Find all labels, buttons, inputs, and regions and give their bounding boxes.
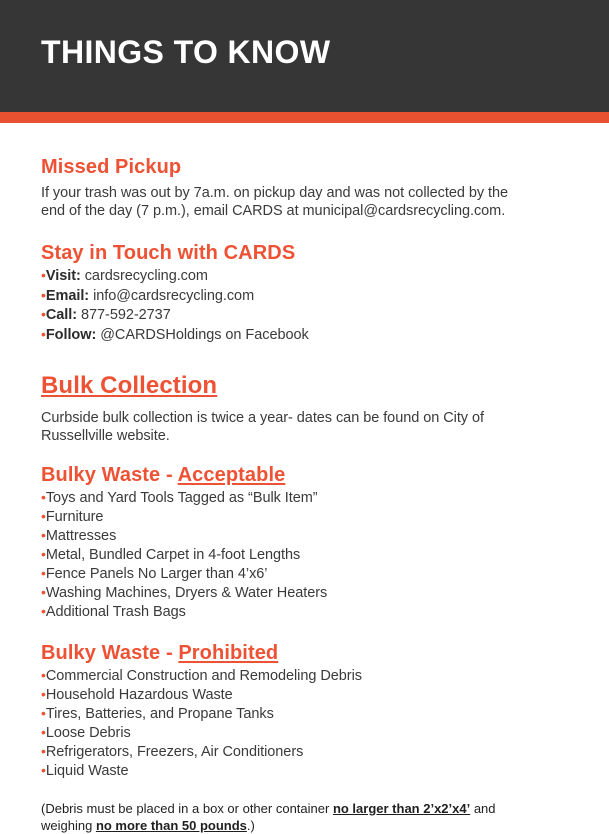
heading-emphasis: Prohibited <box>178 642 279 664</box>
list-item-label: Commercial Construction and Remodeling Debris <box>45 668 362 684</box>
heading-missed-pickup: Missed Pickup <box>41 156 182 178</box>
bullet-dot-icon: • <box>41 306 46 322</box>
list-item-label: Fence Panels No Larger than 4’x6’ <box>45 566 268 582</box>
contact-value: @CARDSHoldings on Facebook <box>100 326 309 343</box>
bullet-dot-icon: • <box>41 686 46 702</box>
contact-label: Call: <box>45 307 78 323</box>
section-stay-in-touch <box>41 220 521 344</box>
list-item <box>41 266 521 286</box>
heading-prefix: Bulky Waste - <box>41 464 178 486</box>
contact-label: Visit: <box>45 268 81 284</box>
heading-stay-in-touch: Stay in Touch with CARDS <box>41 242 296 264</box>
list-item <box>41 564 521 583</box>
page-content <box>0 123 609 834</box>
list-item <box>41 286 521 306</box>
bullet-dot-icon: • <box>41 667 46 683</box>
list-item <box>41 685 521 704</box>
bullet-dot-icon: • <box>41 603 46 619</box>
list-item-label: Tires, Batteries, and Propane Tanks <box>45 706 274 722</box>
list-item <box>41 704 521 723</box>
heading-bulky-acceptable <box>41 463 521 488</box>
bullet-dot-icon: • <box>41 705 46 721</box>
bullet-dot-icon: • <box>41 267 46 283</box>
list-bulky-prohibited <box>41 666 521 780</box>
bullet-dot-icon: • <box>41 546 46 562</box>
bullet-dot-icon: • <box>41 584 46 600</box>
contact-label: Follow: <box>45 326 97 343</box>
list-item <box>41 583 521 602</box>
list-item <box>41 325 521 345</box>
list-item <box>41 742 521 761</box>
page-title: THINGS TO KNOW <box>41 34 331 70</box>
list-item-label: Loose Debris <box>45 725 131 741</box>
heading-emphasis: Acceptable <box>177 464 286 486</box>
contact-value: info@cardsrecycling.com <box>93 287 255 304</box>
bullet-dot-icon: • <box>41 286 46 303</box>
list-item <box>41 507 521 526</box>
bullet-dot-icon: • <box>41 762 46 778</box>
text-debris-note <box>41 800 526 834</box>
section-bulky-acceptable <box>41 445 521 621</box>
list-item <box>41 526 521 545</box>
list-item-label: Liquid Waste <box>45 763 129 779</box>
bullet-dot-icon: • <box>41 527 46 543</box>
list-item <box>41 723 521 742</box>
list-item-label: Household Hazardous Waste <box>45 687 233 703</box>
section-bulk-collection <box>41 344 521 445</box>
text-bulk-collection-body: Curbside bulk collection is twice a year- dates can be found on City of Russellville website. <box>41 410 484 444</box>
list-item-label: Metal, Bundled Carpet in 4-foot Lengths <box>45 547 301 563</box>
list-item <box>41 666 521 685</box>
list-item-label: Toys and Yard Tools Tagged as “Bulk Item” <box>45 490 318 506</box>
list-item <box>41 761 521 780</box>
note-part-2: and weighing <box>41 801 496 833</box>
text-missed-pickup-body: If your trash was out by 7a.m. on pickup day and was not collected by the end of the day (7 p.m.), email CARDS at municipal@cardsrecycling.com. <box>41 185 509 219</box>
bullet-dot-icon: • <box>41 325 46 342</box>
list-item <box>41 488 521 507</box>
list-item-label: Washing Machines, Dryers & Water Heaters <box>45 585 328 601</box>
heading-prefix: Bulky Waste - <box>41 642 179 664</box>
contact-value: cardsrecycling.com <box>84 268 208 284</box>
bullet-dot-icon: • <box>41 565 46 581</box>
contact-label: Email: <box>45 287 90 304</box>
list-item-label: Mattresses <box>45 528 117 544</box>
page-header-band <box>0 0 609 112</box>
section-bulky-prohibited <box>41 621 521 780</box>
note-emphasis-size: no larger than 2’x2’x4’ <box>332 801 471 816</box>
heading-bulk-collection: Bulk Collection <box>41 372 218 399</box>
list-contact-methods <box>41 266 521 344</box>
list-item <box>41 545 521 564</box>
list-item-label: Additional Trash Bags <box>45 604 186 620</box>
bullet-dot-icon: • <box>41 489 46 505</box>
bullet-dot-icon: • <box>41 508 46 524</box>
note-part-1: (Debris must be placed in a box or other container <box>41 801 333 816</box>
section-footer-note <box>41 780 521 834</box>
list-bulky-acceptable <box>41 488 521 621</box>
list-item <box>41 602 521 621</box>
section-missed-pickup <box>41 123 521 220</box>
list-item-label: Furniture <box>45 509 104 525</box>
heading-bulky-prohibited <box>41 641 521 666</box>
bullet-dot-icon: • <box>41 724 46 740</box>
contact-value: 877-592-2737 <box>81 307 171 323</box>
bullet-dot-icon: • <box>41 743 46 759</box>
note-emphasis-weight: no more than 50 pounds <box>95 818 247 833</box>
note-part-3: .) <box>246 818 255 833</box>
list-item-label: Refrigerators, Freezers, Air Conditioners <box>45 744 304 760</box>
list-item <box>41 305 521 325</box>
header-accent-bar <box>0 112 609 123</box>
